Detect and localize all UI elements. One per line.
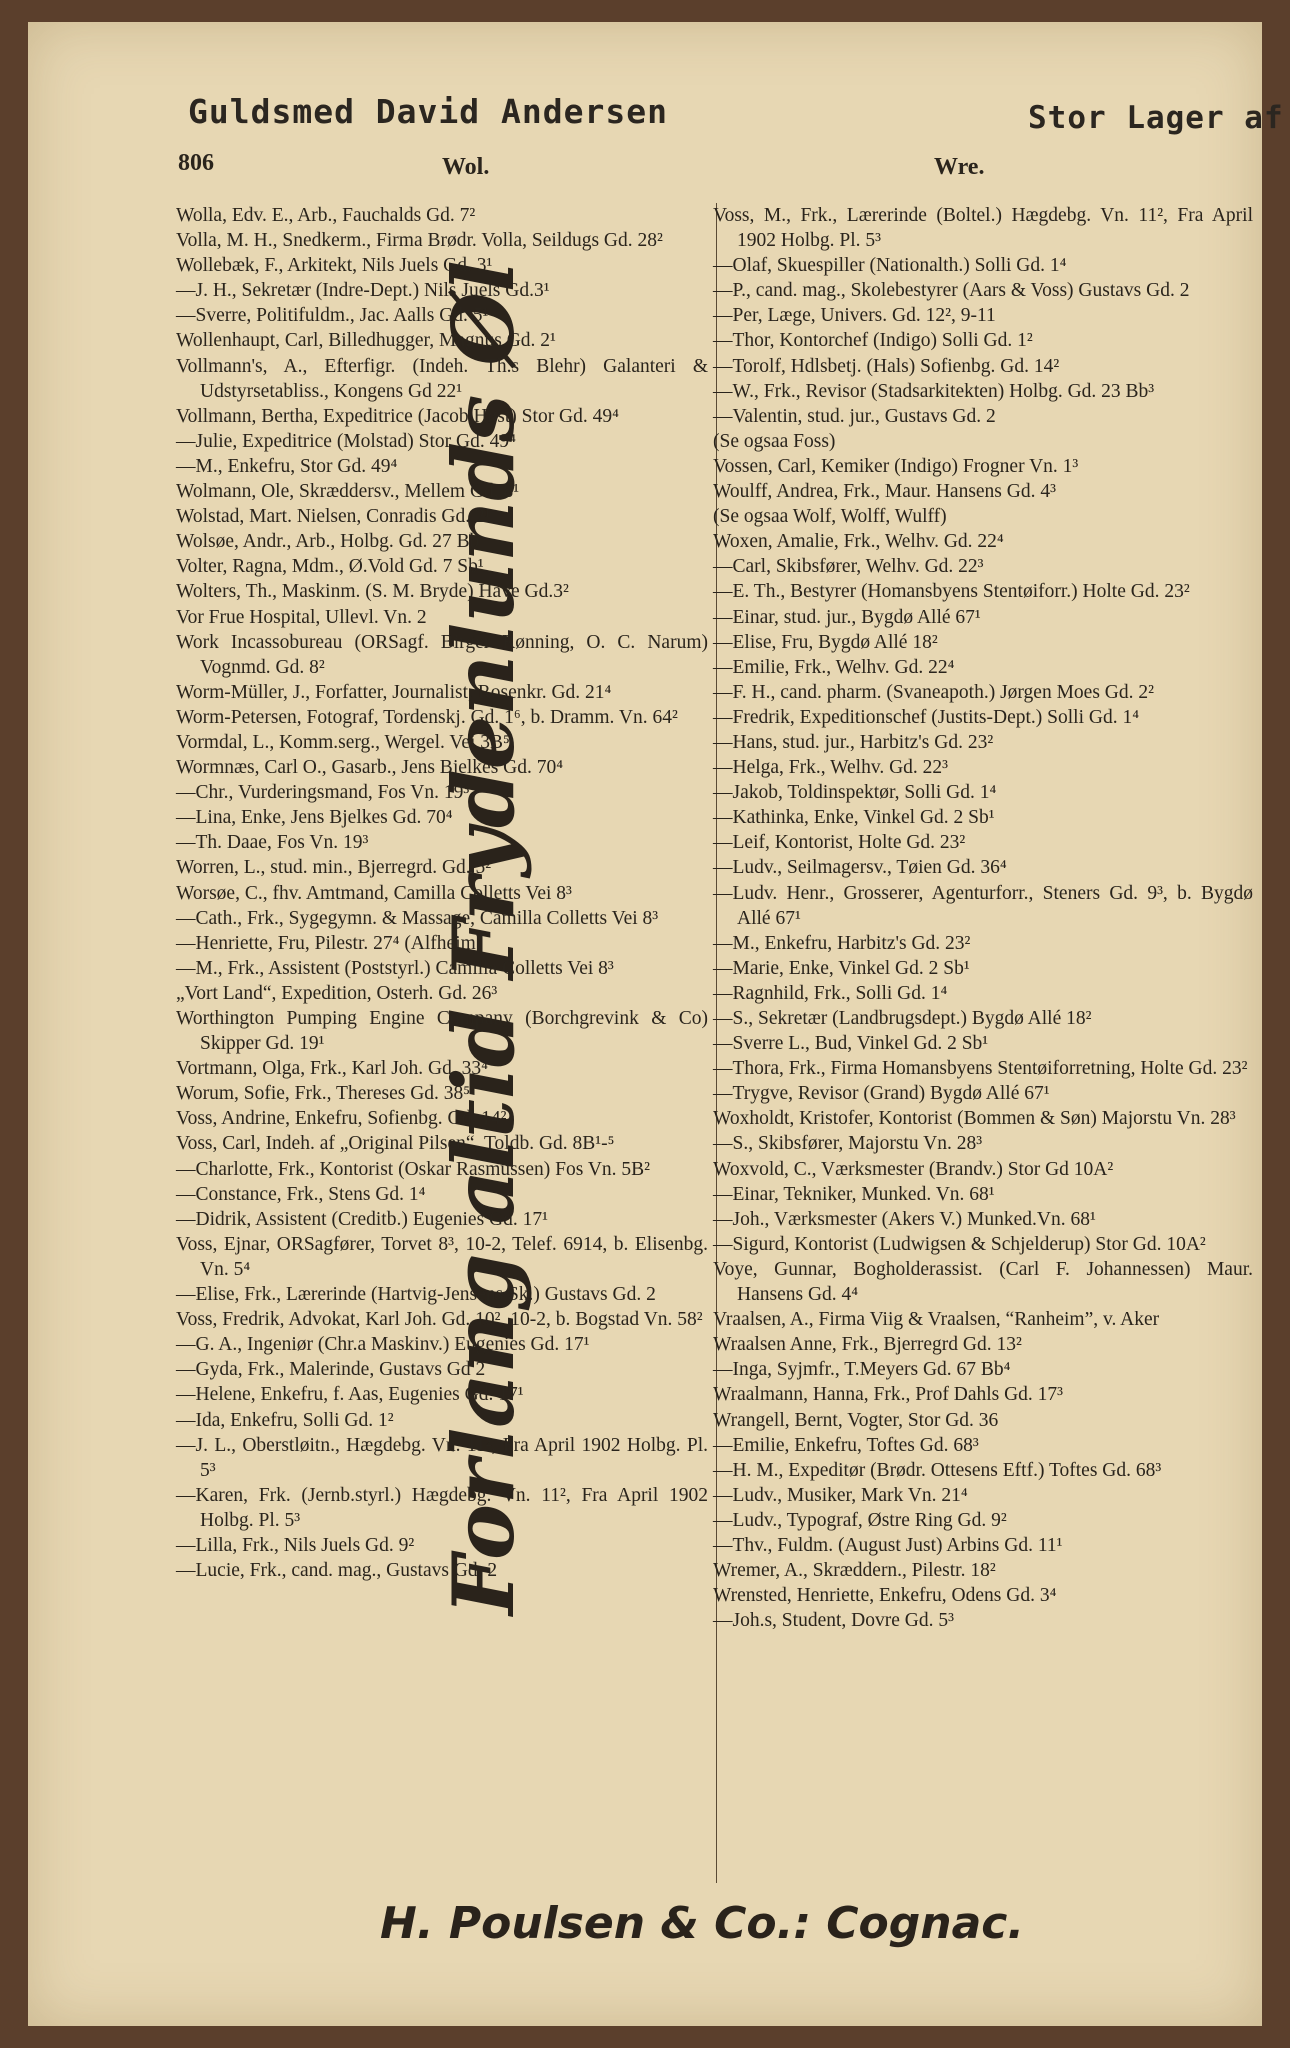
directory-entry: —Joh., Værksmester (Akers V.) Munked.Vn. 68¹ — [713, 1208, 1096, 1230]
directory-entry: Woxvold, C., Værksmester (Brandv.) Stor Gd 10A² — [713, 1158, 1114, 1180]
directory-entry: —Ludv., Musiker, Mark Vn. 21⁴ — [713, 1484, 968, 1506]
directory-entry: Worren, L., stud. min., Bjerregrd. Gd. 5² — [176, 857, 492, 879]
directory-entry: —Jakob, Toldinspektør, Solli Gd. 1⁴ — [713, 782, 997, 804]
directory-entry: „Vort Land“, Expedition, Osterh. Gd. 26³ — [176, 982, 498, 1004]
directory-entry: —S., Skibsfører, Majorstu Vn. 28³ — [713, 1133, 983, 1155]
directory-entry: Wolmann, Ole, Skræddersv., Mellem Gd. 8¹ — [176, 481, 520, 503]
directory-entry: —Cath., Frk., Sygegymn. & Massage, Camilla Colletts Vei 8³ — [176, 907, 659, 929]
directory-entry: —Sigurd, Kontorist (Ludwigsen & Schjelderup) Stor Gd. 10A² — [713, 1233, 1206, 1255]
directory-entry: —E. Th., Bestyrer (Homansbyens Stentøiforr.) Holte Gd. 23² — [713, 581, 1190, 603]
directory-entry: —Lilla, Frk., Nils Juels Gd. 9² — [176, 1534, 415, 1556]
directory-entry: —Inga, Syjmfr., T.Meyers Gd. 67 Bb⁴ — [713, 1359, 1011, 1381]
directory-entry: —Thv., Fuldm. (August Just) Arbins Gd. 11¹ — [713, 1534, 1063, 1556]
directory-entry: —Julie, Expeditrice (Molstad) Stor Gd. 49⁴ — [176, 430, 516, 452]
directory-entry: Wraalsen Anne, Frk., Bjerregrd Gd. 13² — [713, 1334, 1022, 1356]
directory-entry: —Thor, Kontorchef (Indigo) Solli Gd. 1² — [713, 330, 1033, 352]
directory-entry: —Ragnhild, Frk., Solli Gd. 1⁴ — [713, 982, 948, 1004]
directory-entry: Volter, Ragna, Mdm., Ø.Vold Gd. 7 Sb¹ — [176, 556, 484, 578]
directory-entry: —Constance, Frk., Stens Gd. 1⁴ — [176, 1183, 426, 1205]
directory-entry: Vortmann, Olga, Frk., Karl Joh. Gd. 33⁴ — [176, 1058, 488, 1080]
directory-entry: Woxholdt, Kristofer, Kontorist (Bommen & Søn) Majorstu Vn. 28³ — [713, 1108, 1236, 1130]
directory-entry: Voss, Carl, Indeh. af „Original Pilsen“, Toldb. Gd. 8B¹-⁵ — [176, 1133, 615, 1155]
directory-entry: Wollenhaupt, Carl, Billedhugger, Magnus Gd. 2¹ — [176, 330, 556, 352]
header-ad-left: Guldsmed David Andersen — [188, 92, 668, 131]
directory-entry: —Valentin, stud. jur., Gustavs Gd. 2 — [713, 405, 996, 427]
directory-entry: —Fredrik, Expeditionschef (Justits-Dept.) Solli Gd. 1⁴ — [713, 706, 1140, 728]
directory-entry: —M., Enkefru, Harbitz's Gd. 23² — [713, 932, 971, 954]
directory-entry: —Thora, Frk., Firma Homansbyens Stentøiforretning, Holte Gd. 23² — [713, 1058, 1248, 1080]
directory-entry: Wormnæs, Carl O., Gasarb., Jens Bjelkes Gd. 70⁴ — [176, 757, 564, 779]
directory-entry: Vraalsen, A., Firma Viig & Vraalsen, “Ranheim”, v. Aker — [713, 1309, 1160, 1331]
directory-entry: —Sverre L., Bud, Vinkel Gd. 2 Sb¹ — [713, 1033, 989, 1055]
directory-entry: —Th. Daae, Fos Vn. 19³ — [176, 832, 369, 854]
directory-entry: —Per, Læge, Univers. Gd. 12², 9-11 — [713, 305, 996, 327]
directory-entry: Voss, Andrine, Enkefru, Sofienbg. Gd. 14² — [176, 1108, 507, 1130]
directory-entry: —Didrik, Assistent (Creditb.) Eugenies Gd. 17¹ — [176, 1208, 548, 1230]
directory-entry: Worthington Pumping Engine Company (Borchgrevink & Co) Skipper Gd. 19¹ — [176, 1008, 708, 1055]
directory-entry: —Lina, Enke, Jens Bjelkes Gd. 70⁴ — [176, 807, 453, 829]
directory-entry: Woulff, Andrea, Frk., Maur. Hansens Gd. 4³ — [713, 481, 1056, 503]
directory-entry: —Sverre, Politifuldm., Jac. Aalls Gd. 5¹ — [176, 305, 489, 327]
directory-entry: (Se ogsaa Wolf, Wolff, Wulff) — [713, 506, 947, 528]
directory-entry: —Kathinka, Enke, Vinkel Gd. 2 Sb¹ — [713, 807, 995, 829]
directory-entry: Wraalmann, Hanna, Frk., Prof Dahls Gd. 17³ — [713, 1384, 1064, 1406]
directory-entry: Wollebæk, F., Arkitekt, Nils Juels Gd. 3¹ — [176, 255, 493, 277]
left-column — [176, 203, 708, 1883]
directory-entry: —Karen, Frk. (Jernb.styrl.) Hægdebg. Vn. 11², Fra April 1902 Holbg. Pl. 5³ — [176, 1484, 708, 1531]
directory-entry: Vossen, Carl, Kemiker (Indigo) Frogner Vn. 1³ — [713, 455, 1079, 477]
directory-entry: Woxen, Amalie, Frk., Welhv. Gd. 22⁴ — [713, 531, 1004, 553]
header-advertisement — [160, 74, 1284, 136]
directory-entry: —Hans, stud. jur., Harbitz's Gd. 23² — [713, 731, 994, 753]
directory-entry: —Ludv. Henr., Grosserer, Agenturforr., Steners Gd. 9³, b. Bygdø Allé 67¹ — [713, 882, 1253, 929]
directory-entry: —Trygve, Revisor (Grand) Bygdø Allé 67¹ — [713, 1083, 1050, 1105]
directory-entry: —Marie, Enke, Vinkel Gd. 2 Sb¹ — [713, 957, 970, 979]
directory-entry: —Lucie, Frk., cand. mag., Gustavs Gd. 2 — [176, 1560, 498, 1582]
directory-entry: —Elise, Frk., Lærerinde (Hartvig-Jensens Sk.) Gustavs Gd. 2 — [176, 1284, 656, 1306]
directory-entry: —Gyda, Frk., Malerinde, Gustavs Gd 2 — [176, 1359, 486, 1381]
side-advertisement: Forlang altid Frydenlunds Øl — [434, 260, 533, 1615]
directory-entry: Wrensted, Henriette, Enkefru, Odens Gd. 3⁴ — [713, 1585, 1057, 1607]
directory-entry: Voye, Gunnar, Bogholderassist. (Carl F. Johannessen) Maur. Hansens Gd. 4⁴ — [713, 1258, 1253, 1306]
directory-entry: —Ludv., Typograf, Østre Ring Gd. 9² — [713, 1509, 1007, 1531]
directory-entry: Worum, Sofie, Frk., Thereses Gd. 38⁵ — [176, 1083, 471, 1105]
directory-entry: —J. L., Oberstløitn., Hægdebg. Vn. 11², Fra April 1902 Holbg. Pl. 5³ — [176, 1434, 708, 1481]
column-heading-left: Wol. — [442, 154, 490, 180]
directory-entry: —Elise, Fru, Bygdø Allé 18² — [713, 631, 938, 653]
directory-entry: —Einar, stud. jur., Bygdø Allé 67¹ — [713, 606, 981, 628]
directory-entry: Vormdal, L., Komm.serg., Wergel. Vei 3B⁵ — [176, 731, 510, 753]
directory-entry: —P., cand. mag., Skolebestyrer (Aars & Voss) Gustavs Gd. 2 — [713, 280, 1190, 302]
right-column — [713, 203, 1253, 1883]
directory-entry: Voss, Ejnar, ORSagfører, Torvet 8³, 10-2, Telef. 6914, b. Elisenbg. Vn. 5⁴ — [176, 1233, 708, 1280]
directory-entry: —Olaf, Skuespiller (Nationalth.) Solli Gd. 1⁴ — [713, 255, 1067, 277]
directory-entry: —Helga, Frk., Welhv. Gd. 22³ — [713, 757, 948, 779]
directory-entry: Wremer, A., Skræddern., Pilestr. 18² — [713, 1560, 996, 1582]
directory-entry: Vollmann's, A., Efterfigr. (Indeh. Th.s Blehr) Galanteri & Udstyrsetabliss., Kongens Gd 22¹ — [176, 355, 708, 402]
header-ad-right: Stor Lager af — [1028, 100, 1284, 136]
directory-entry: Worm-Petersen, Fotograf, Tordenskj. Gd. 1⁶, b. Dramm. Vn. 64² — [176, 706, 678, 728]
directory-entry: —W., Frk., Revisor (Stadsarkitekten) Holbg. Gd. 23 Bb³ — [713, 380, 1155, 402]
column-heading-right: Wre. — [934, 154, 985, 180]
directory-entry: Vor Frue Hospital, Ullevl. Vn. 2 — [176, 606, 427, 628]
directory-entry: —M., Enkefru, Stor Gd. 49⁴ — [176, 455, 398, 477]
directory-entry: Vollmann, Bertha, Expeditrice (Jacob Høst) Stor Gd. 49⁴ — [176, 405, 619, 427]
directory-entry: —Leif, Kontorist, Holte Gd. 23² — [713, 832, 966, 854]
directory-entry: —S., Sekretær (Landbrugsdept.) Bygdø Allé 18² — [713, 1008, 1092, 1029]
directory-entry: —Chr., Vurderingsmand, Fos Vn. 19³ — [176, 782, 470, 804]
directory-entry: —G. A., Ingeniør (Chr.a Maskinv.) Eugenies Gd. 17¹ — [176, 1334, 590, 1356]
directory-entry: (Se ogsaa Foss) — [713, 430, 836, 452]
page-number: 806 — [178, 150, 214, 176]
directory-entry: —Emilie, Enkefru, Toftes Gd. 68³ — [713, 1434, 979, 1456]
directory-entry: —H. M., Expeditør (Brødr. Ottesens Eftf.) Toftes Gd. 68³ — [713, 1459, 1162, 1481]
directory-entry: —Henriette, Fru, Pilestr. 27⁴ (Alfheim) — [176, 932, 483, 954]
directory-entry: —Ludv., Seilmagersv., Tøien Gd. 36⁴ — [713, 857, 1007, 879]
directory-entry: —Einar, Tekniker, Munked. Vn. 68¹ — [713, 1183, 995, 1205]
directory-entry: —Ida, Enkefru, Solli Gd. 1² — [176, 1409, 394, 1431]
directory-entry: Worsøe, C., fhv. Amtmand, Camilla Colletts Vei 8³ — [176, 882, 572, 904]
directory-entry: Wolters, Th., Maskinm. (S. M. Bryde) Have Gd.3² — [176, 581, 569, 603]
footer-advertisement: H. Poulsen & Co.: Cognac. — [380, 1898, 1025, 1949]
directory-entry: —F. H., cand. pharm. (Svaneapoth.) Jørgen Moes Gd. 2² — [713, 681, 1154, 703]
directory-entry: Voss, Fredrik, Advokat, Karl Joh. Gd. 10², 10-2, b. Bogstad Vn. 58² — [176, 1309, 703, 1331]
directory-entry: Voss, M., Frk., Lærerinde (Boltel.) Hægdebg. Vn. 11², Fra April 1902 Holbg. Pl. 5³ — [713, 205, 1253, 252]
directory-entry: Volla, M. H., Snedkerm., Firma Brødr. Volla, Seildugs Gd. 28² — [176, 230, 663, 252]
directory-entry: —Carl, Skibsfører, Welhv. Gd. 22³ — [713, 556, 984, 578]
directory-entry: —J. H., Sekretær (Indre-Dept.) Nils Juels Gd.3¹ — [176, 280, 550, 302]
directory-entry: —M., Frk., Assistent (Poststyrl.) Camilla Colletts Vei 8³ — [176, 957, 614, 979]
directory-entry: —Charlotte, Frk., Kontorist (Oskar Rasmussen) Fos Vn. 5B² — [176, 1158, 651, 1180]
directory-entry: —Torolf, Hdlsbetj. (Hals) Sofienbg. Gd. 14² — [713, 355, 1060, 377]
directory-entry: Wolstad, Mart. Nielsen, Conradis Gd. 2¹ — [176, 506, 491, 528]
directory-entry: Wrangell, Bernt, Vogter, Stor Gd. 36 — [713, 1409, 999, 1431]
directory-entry: —Joh.s, Student, Dovre Gd. 5³ — [713, 1610, 954, 1632]
directory-entry: Work Incassobureau (ORSagf. Birger Rønning, O. C. Narum) Vognmd. Gd. 8² — [176, 631, 708, 678]
directory-entry: Wolla, Edv. E., Arb., Fauchalds Gd. 7² — [176, 205, 476, 226]
directory-entry: —Helene, Enkefru, f. Aas, Eugenies Gd. 17¹ — [176, 1384, 524, 1406]
directory-entry: —Emilie, Frk., Welhv. Gd. 22⁴ — [713, 656, 955, 678]
directory-entry: Worm-Müller, J., Forfatter, Journalist, Rosenkr. Gd. 21⁴ — [176, 681, 612, 703]
directory-entry: Wolsøe, Andr., Arb., Holbg. Gd. 27 Bb — [176, 531, 480, 553]
